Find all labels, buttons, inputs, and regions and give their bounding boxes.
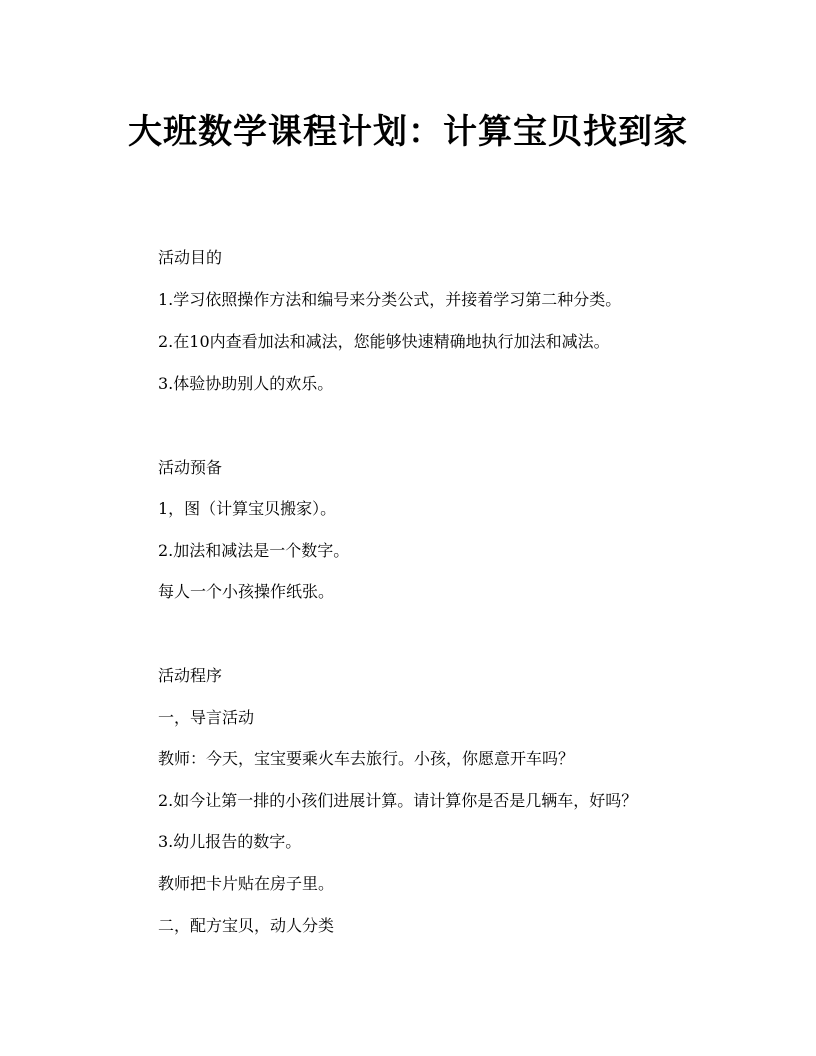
procedure-line-4: 3.幼儿报告的数字。 [158, 832, 302, 851]
document-title: 大班数学课程计划：计算宝贝找到家 [128, 112, 688, 152]
objective-line-3: 3.体验协助别人的欢乐。 [158, 374, 334, 393]
procedure-line-6: 二，配方宝贝，动人分类 [158, 916, 335, 935]
preparation-line-3: 每人一个小孩操作纸张。 [158, 582, 335, 601]
procedure-line-2: 教师：今天，宝宝要乘火车去旅行。小孩，你愿意开车吗？ [158, 749, 575, 768]
procedure-line-5: 教师把卡片贴在房子里。 [158, 874, 335, 893]
procedure-line-1: 一，导言活动 [158, 708, 255, 727]
section-heading-objectives: 活动目的 [158, 248, 223, 267]
section-heading-procedure: 活动程序 [158, 666, 223, 685]
procedure-line-3: 2.如今让第一排的小孩们进展计算。请计算你是否是几辆车，好吗？ [158, 791, 638, 810]
preparation-line-1: 1，图（计算宝贝搬家）。 [158, 499, 337, 518]
section-heading-preparation: 活动预备 [158, 458, 223, 477]
preparation-line-2: 2.加法和减法是一个数字。 [158, 541, 350, 560]
objective-line-2: 2.在10内查看加法和减法，您能够快速精确地执行加法和减法。 [158, 332, 610, 351]
objective-line-1: 1.学习依照操作方法和编号来分类公式，并接着学习第二种分类。 [158, 290, 622, 309]
